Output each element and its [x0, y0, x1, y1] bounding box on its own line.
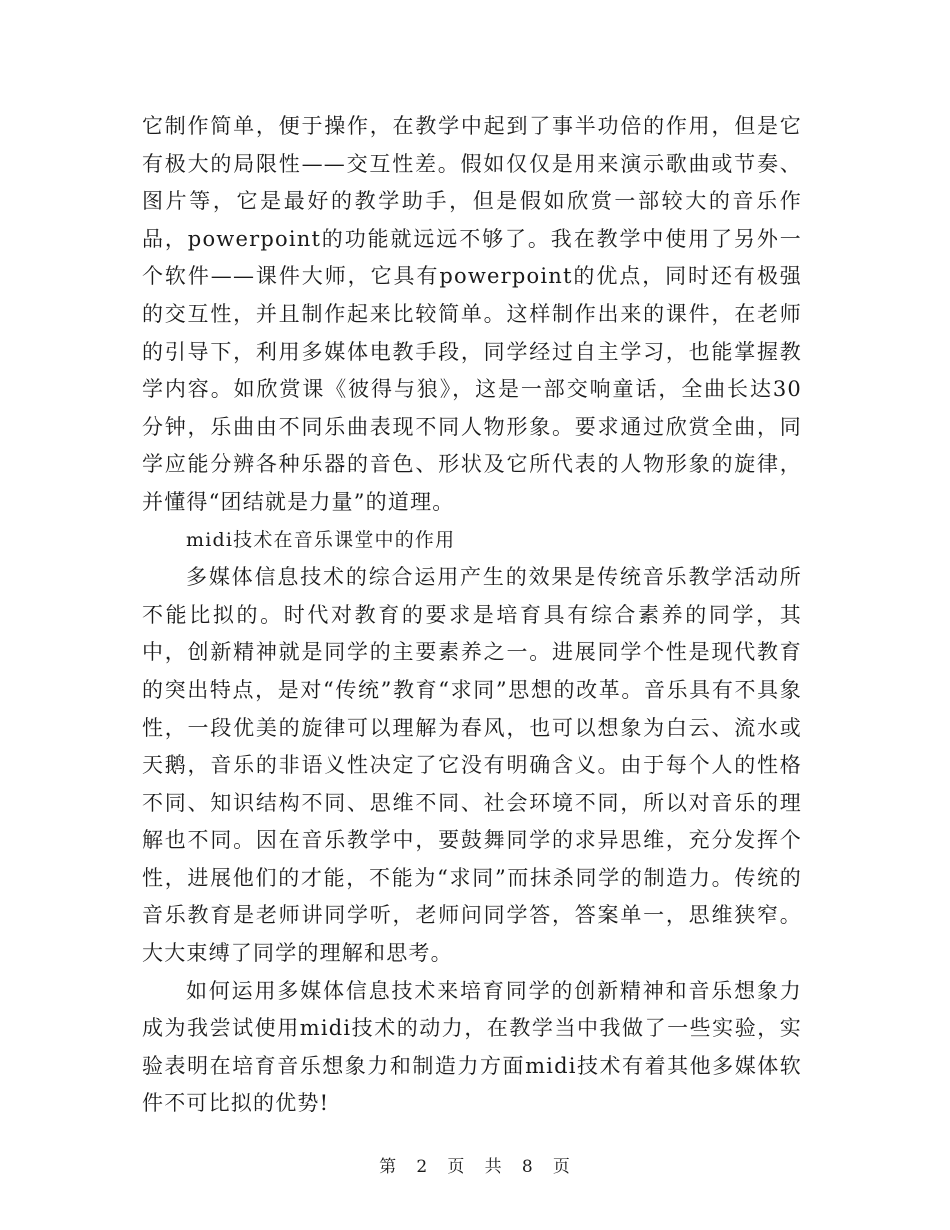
footer-total-pages: 8 — [521, 1157, 534, 1177]
document-body — [142, 108, 802, 1123]
footer-page-unit: 页 — [447, 1157, 466, 1177]
footer-prefix: 第 — [379, 1157, 398, 1177]
paragraph-conclusion: 如何运用多媒体信息技术来培育同学的创新精神和音乐想象力成为我尝试使用midi技术的动力，在教学当中我做了一些实验，实验表明在培育音乐想象力和制造力方面midi技术有着其他多媒体软件不可比拟的优势! — [142, 978, 802, 1116]
page-footer — [0, 1152, 950, 1177]
footer-current-page: 2 — [416, 1157, 429, 1177]
paragraph-continuation: 它制作简单，便于操作，在教学中起到了事半功倍的作用，但是它有极大的局限性——交互性差。假如仅仅是用来演示歌曲或节奏、图片等，它是最好的教学助手，但是假如欣赏一部较大的音乐作品，powerpoint的功能就远远不够了。我在教学中使用了另外一个软件——课件大师，它具有powerpoint的优点，同时还有极强的交互性，并且制作起来比较简单。这样制作出来的课件，在老师的引导下，利用多媒体电教手段，同学经过自主学习，也能掌握教学内容。如欣赏课《彼得与狼》，这是一部交响童话，全曲长达30分钟，乐曲由不同乐曲表现不同人物形象。要求通过欣赏全曲，同学应能分辨各种乐器的音色、形状及它所代表的人物形象的旋律，并懂得“团结就是力量”的道理。 — [142, 114, 802, 514]
paragraph-body: 多媒体信息技术的综合运用产生的效果是传统音乐教学活动所不能比拟的。时代对教育的要求是培育具有综合素养的同学，其中，创新精神就是同学的主要素养之一。进展同学个性是现代教育的突出特点，是对“传统”教育“求同”思想的改革。音乐具有不具象性，一段优美的旋律可以理解为春风，也可以想象为白云、流水或天鹅，音乐的非语义性决定了它没有明确含义。由于每个人的性格不同、知识结构不同、思维不同、社会环境不同，所以对音乐的理解也不同。因在音乐教学中，要鼓舞同学的求异思维，充分发挥个性，进展他们的才能，不能为“求同”而抹杀同学的制造力。传统的音乐教育是老师讲同学听，老师问同学答，答案单一，思维狭窄。大大束缚了同学的理解和思考。 — [142, 565, 802, 966]
footer-total-unit: 页 — [552, 1157, 571, 1177]
section-heading: midi技术在音乐课堂中的作用 — [186, 528, 456, 551]
footer-total-prefix: 共 — [484, 1157, 503, 1177]
